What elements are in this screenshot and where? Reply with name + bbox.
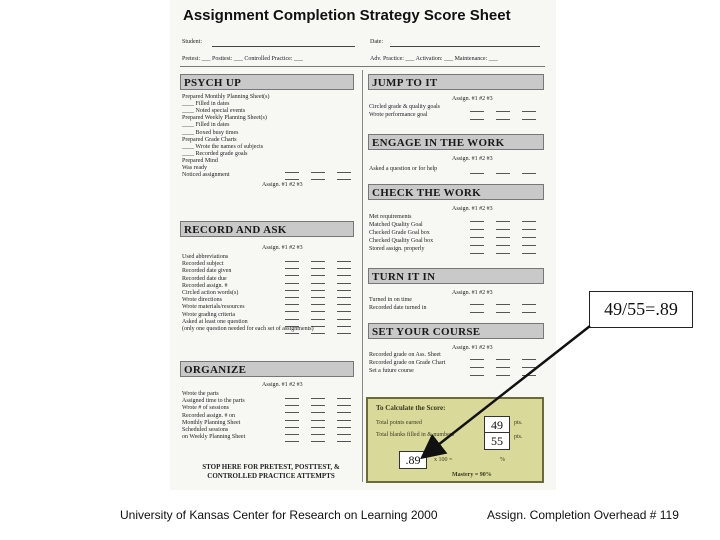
list-item: ____ Filled in dates	[182, 101, 230, 108]
list-item: Used abbreviations	[182, 254, 229, 260]
list-item: Checked Grade Goal box	[369, 230, 430, 236]
list-item: Prepared Grade Charts	[182, 136, 237, 143]
psych-up-header: PSYCH UP	[180, 74, 354, 90]
list-item: ____ Wrote the names of subjects	[182, 143, 264, 150]
list-item: Circled grade & quality goals	[369, 104, 440, 110]
calc-multiply: x 100 =	[434, 457, 453, 463]
points-possible-box: 55	[484, 432, 510, 450]
footer-overhead-number: Assign. Completion Overhead # 119	[487, 508, 679, 522]
list-item: Met requirements	[369, 214, 412, 220]
list-item: Was ready	[182, 165, 208, 171]
list-item: Recorded date given	[182, 268, 232, 275]
student-label: Student:	[182, 39, 203, 45]
list-item: Stored assign. properly	[369, 246, 425, 252]
organize-header: ORGANIZE	[180, 361, 354, 377]
list-item: Recorded grade on Ass. Sheet	[369, 352, 441, 358]
list-item: (only one question needed for each set of assignments)	[182, 326, 314, 332]
footer-institution: University of Kansas Center for Research on Learning 2000	[120, 508, 438, 522]
list-item: Circled action words(s)	[182, 290, 239, 296]
set-course-header: SET YOUR COURSE	[368, 323, 544, 339]
result-callout: 49/55=.89	[589, 291, 693, 328]
calc-pts-2: pts.	[514, 434, 523, 440]
engage-header: ENGAGE IN THE WORK	[368, 134, 544, 150]
turn-assign-cols: Assign. #1 #2 #3	[452, 290, 493, 296]
sheet-title: Assignment Completion Strategy Score Sheet	[183, 7, 511, 24]
list-item: Prepared Monthly Planning Sheet(s)	[182, 94, 270, 100]
points-earned-box: 49	[484, 416, 510, 434]
list-item: Checked Quality Goal box	[369, 238, 434, 244]
record-assign-cols: Assign. #1 #2 #3	[262, 245, 303, 251]
organize-assign-cols: Assign. #1 #2 #3	[262, 382, 303, 388]
calc-title: To Calculate the Score:	[376, 404, 446, 412]
check-header: CHECK THE WORK	[368, 184, 544, 200]
list-item: Wrote directions	[182, 297, 222, 304]
list-item: Wrote grading criteria	[182, 311, 236, 318]
calc-percent: %	[500, 457, 505, 463]
turn-in-header: TURN IT IN	[368, 268, 544, 284]
jump-assign-cols: Assign. #1 #2 #3	[452, 96, 493, 102]
psych-assign-cols: Assign. #1 #2 #3	[262, 182, 303, 188]
list-item: Assigned time to the parts	[182, 398, 245, 405]
calc-pts-1: pts.	[514, 420, 523, 426]
list-item: Wrote the parts	[182, 391, 219, 397]
adv-row: Adv. Practice: ___ Activation: ___ Maintenance: ___	[370, 56, 498, 62]
list-item: Recorded assign. #	[182, 282, 228, 289]
calc-line-blanks: Total blanks filled in & numbers	[376, 432, 455, 438]
calc-mastery: Mastery = 90%	[452, 472, 492, 478]
list-item: Prepared Mind	[182, 157, 218, 164]
list-item: Recorded subject	[182, 261, 224, 268]
list-item: Recorded grade on Grade Chart	[369, 360, 446, 366]
stop-here-note: STOP HERE FOR PRETEST, POSTTEST, & CONTROLLED PRACTICE ATTEMPTS	[202, 463, 340, 480]
list-item: Recorded assign. # on	[182, 412, 235, 419]
list-item: Matched Quality Goal	[369, 222, 423, 228]
list-item: Asked at least one question	[182, 318, 248, 325]
ratio-box: .89	[399, 451, 427, 469]
list-item: Wrote materials/resources	[182, 304, 245, 311]
list-item: Monthly Planning Sheet	[182, 419, 241, 426]
jump-to-it-header: JUMP TO IT	[368, 74, 544, 90]
list-item: ____ Noted special events	[182, 108, 246, 115]
list-item: Turned in on time	[369, 297, 412, 303]
course-assign-cols: Assign. #1 #2 #3	[452, 345, 493, 351]
list-item: Wrote # of sessions	[182, 405, 229, 412]
date-label: Date:	[370, 39, 383, 45]
list-item: Scheduled sessions	[182, 427, 229, 433]
calc-line-earned: Total points earned	[376, 420, 422, 426]
pretest-row: Pretest: ___ Posttest: ___ Controlled Practice: ___	[182, 56, 303, 62]
list-item: Prepared Weekly Planning Sheet(s)	[182, 115, 267, 122]
record-and-ask-header: RECORD AND ASK	[180, 221, 354, 237]
list-item: Noticed assignment	[182, 172, 230, 179]
list-item: ____ Recorded grade goals	[182, 150, 248, 157]
list-item: on Weekly Planning Sheet	[182, 434, 246, 441]
list-item: ____ Boxed busy times	[182, 129, 239, 136]
list-item: Asked a question or for help	[369, 166, 438, 172]
check-assign-cols: Assign. #1 #2 #3	[452, 206, 493, 212]
list-item: ____ Filled in dates	[182, 122, 230, 129]
list-item: Recorded date due	[182, 275, 227, 282]
arrow-line	[424, 326, 590, 456]
engage-assign-cols: Assign. #1 #2 #3	[452, 156, 493, 162]
list-item: Recorded date turned in	[369, 305, 427, 311]
list-item: Wrote performance goal	[369, 112, 428, 118]
list-item: Set a future course	[369, 368, 414, 374]
